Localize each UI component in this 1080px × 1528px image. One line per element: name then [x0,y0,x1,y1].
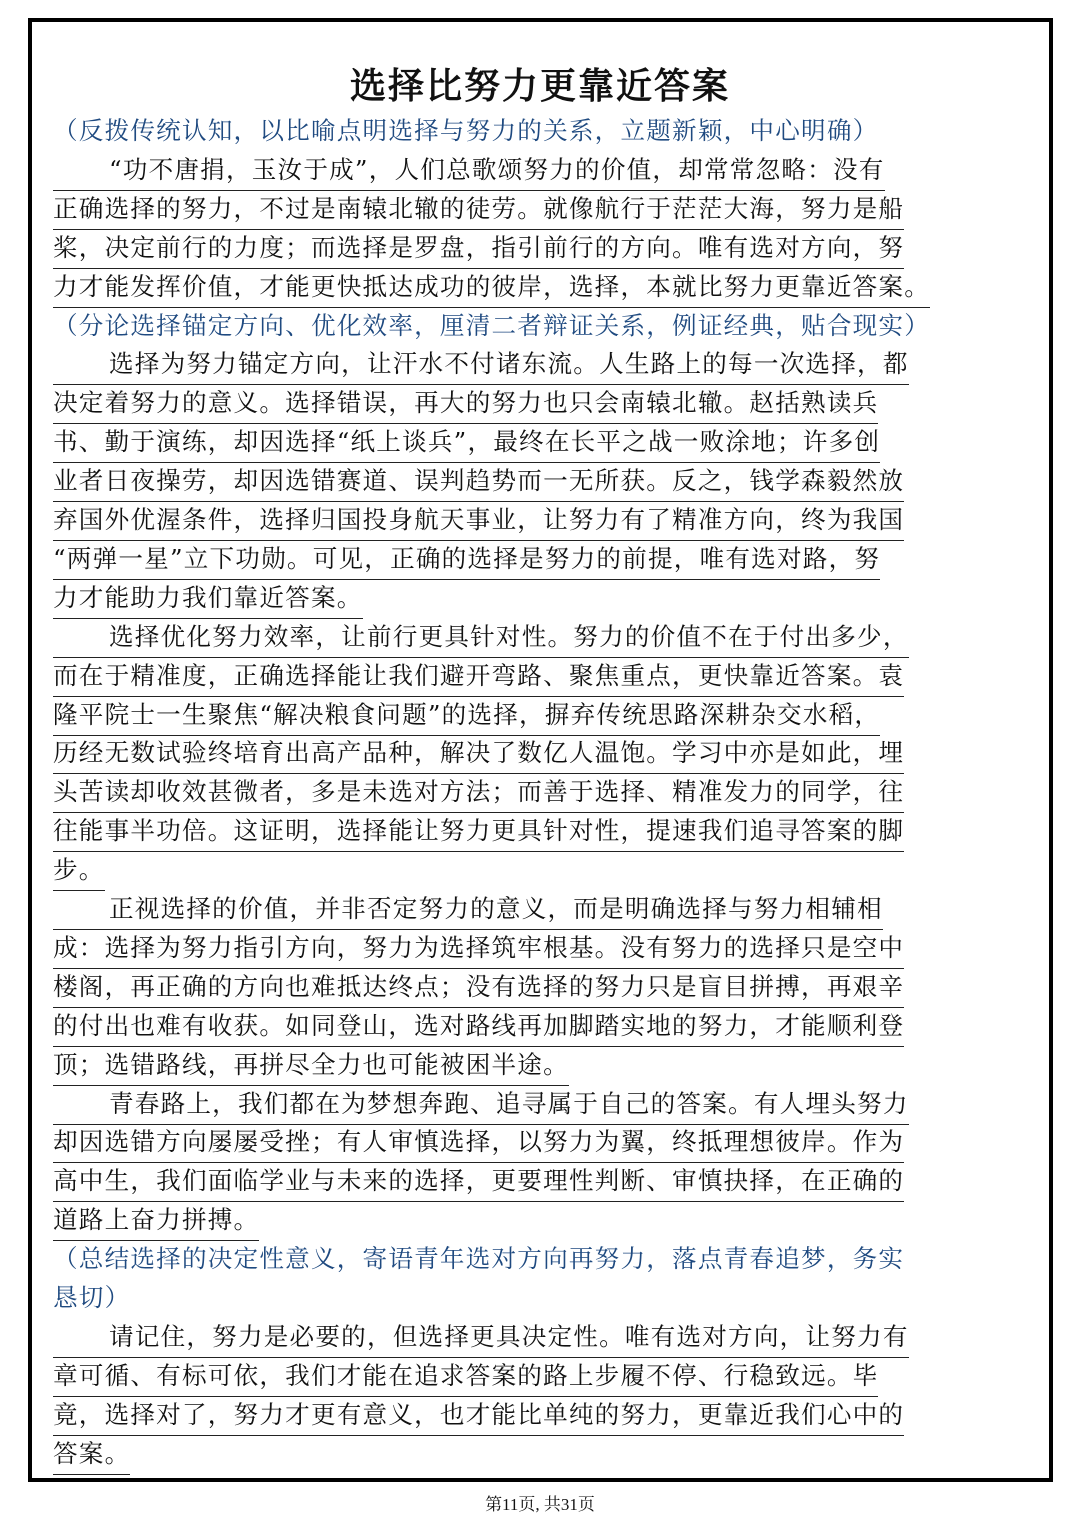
essay-line: 章可循、有标可依，我们才能在追求答案的路上步履不停、行稳致远。毕 [53,1358,878,1397]
essay-line: “两弹一星”立下功勋。可见，正确的选择是努力的前提，唯有选对路，努 [53,541,880,580]
page-number: 第11页, 共31页 [485,1495,595,1514]
essay-line: 业者日夜操劳，却因选错赛道、误判趋势而一无所获。反之，钱学森毅然放 [53,463,904,502]
essay-line: 竟，选择对了，努力才更有意义，也才能比单纯的努力，更靠近我们心中的 [53,1397,904,1436]
essay-line: 决定着努力的意义。选择错误，再大的努力也只会南辕北辙。赵括熟读兵 [53,385,878,424]
essay-line: “功不唐捐，玉汝于成”，人们总歌颂努力的价值，却常常忽略：没有 [53,152,885,191]
essay-line: 的付出也难有收获。如同登山，选对路线再加脚踏实地的努力，才能顺利登 [53,1008,904,1047]
commentary-line: （分论选择锚定方向、优化效率，厘清二者辩证关系，例证经典，贴合现实） [53,310,930,340]
essay-line: 弃国外优渥条件，选择归国投身航天事业，让努力有了精准方向，终为我国 [53,502,904,541]
commentary-line: 恳切） [53,1283,131,1312]
commentary-line: （总结选择的决定性意义，寄语青年选对方向再努力，落点青春追梦，务实 [53,1244,905,1274]
essay-line: 力才能助力我们靠近答案。 [53,580,363,619]
essay-line: 正视选择的价值，并非否定努力的意义，而是明确选择与努力相辅相 [53,891,883,930]
essay-line: 却因选错方向屡屡受挫；有人审慎选择，以努力为翼，终抵理想彼岸。作为 [53,1124,904,1163]
essay-line: 桨，决定前行的力度；而选择是罗盘，指引前行的方向。唯有选对方向，努 [53,230,904,269]
essay-line: 头苦读却收效甚微者，多是未选对方法；而善于选择、精准发力的同学，往 [53,774,904,813]
essay-line: 隆平院士一生聚焦“解决粮食问题”的选择，摒弃传统思路深耕杂交水稻， [53,697,880,736]
essay-line: 楼阁，再正确的方向也难抵达终点；没有选择的努力只是盲目拼搏，再艰辛 [53,969,904,1008]
essay-line: 顶；选错路线，再拼尽全力也可能被困半途。 [53,1047,569,1086]
essay-line: 答案。 [53,1436,130,1475]
essay-line: 请记住，努力是必要的，但选择更具决定性。唯有选对方向，让努力有 [53,1319,909,1358]
essay-line: 步。 [53,852,105,891]
essay-line: 青春路上，我们都在为梦想奔跑、追寻属于自己的答案。有人埋头努力 [53,1086,909,1125]
essay-line: 力才能发挥价值，才能更快抵达成功的彼岸，选择，本就比努力更靠近答案。 [53,269,930,308]
essay-line: 选择为努力锚定方向，让汗水不付诸东流。人生路上的每一次选择，都 [53,346,909,385]
essay-line: 书、勤于演练，却因选择“纸上谈兵”，最终在长平之战一败涂地；许多创 [53,424,880,463]
essay-line: 往能事半功倍。这证明，选择能让努力更具针对性，提速我们追寻答案的脚 [53,813,904,852]
essay-title: 选择比努力更靠近答案 [349,66,730,107]
essay-line: 高中生，我们面临学业与未来的选择，更要理性判断、审慎抉择，在正确的 [53,1163,904,1202]
essay-line: 而在于精准度，正确选择能让我们避开弯路、聚焦重点，更快靠近答案。袁 [53,658,904,697]
essay-line: 历经无数试验终培育出高产品种，解决了数亿人温饱。学习中亦是如此，埋 [53,735,904,774]
essay-line: 正确选择的努力，不过是南辕北辙的徒劳。就像航行于茫茫大海，努力是船 [53,191,904,230]
essay-line: 选择优化努力效率，让前行更具针对性。努力的价值不在于付出多少， [53,619,909,658]
essay-line: 成：选择为努力指引方向，努力为选择筑牢根基。没有努力的选择只是空中 [53,930,904,969]
commentary-line: （反拨传统认知，以比喻点明选择与努力的关系，立题新颖，中心明确） [53,116,879,145]
essay-line: 道路上奋力拼搏。 [53,1202,259,1241]
